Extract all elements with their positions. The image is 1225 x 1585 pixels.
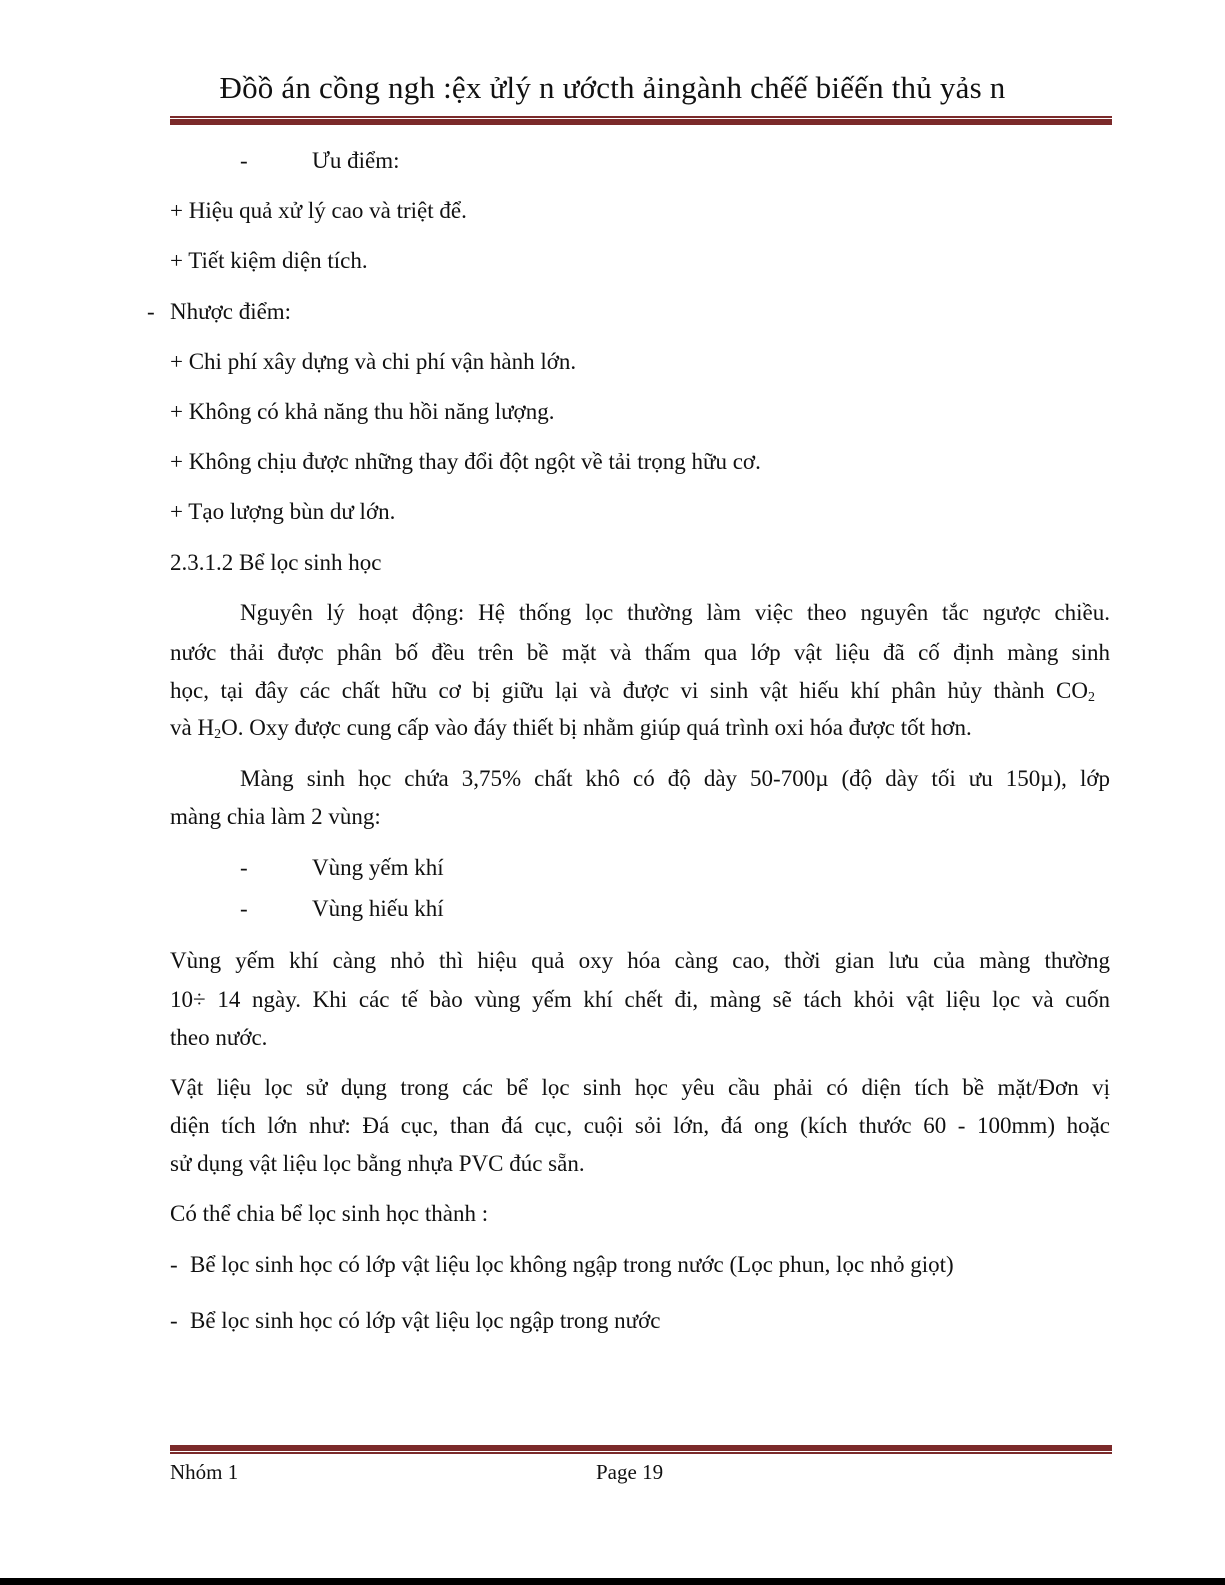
paragraph-3-line-3: theo nước. xyxy=(170,1025,268,1050)
bullet-dash: - xyxy=(147,299,155,324)
footer-rule-thin xyxy=(170,1452,1112,1454)
paragraph-1-line-1: Nguyên lý hoạt động: Hệ thống lọc thường làm việc theo nguyên tắc ngược chiều. xyxy=(240,600,1110,625)
paragraph-3-line-1: Vùng yếm khí càng nhỏ thì hiệu quả oxy hóa càng cao, thời gian lưu của màng thường xyxy=(170,948,1110,973)
advantage-line-1: + Hiệu quả xử lý cao và triệt để. xyxy=(170,198,467,223)
bottom-edge-bar xyxy=(0,1578,1225,1585)
advantages-label: Ưu điểm: xyxy=(312,148,400,173)
footer-rule-thick xyxy=(170,1445,1112,1451)
paragraph-1-line-3-text: học, tại đây các chất hữu cơ bị giữu lại và được vi sinh vật hiếu khí phân hủy thành CO xyxy=(170,678,1088,703)
disadvantages-label: Nhược điểm: xyxy=(170,299,292,324)
bullet-dash: - xyxy=(170,1308,178,1333)
header-rule-thin xyxy=(170,116,1112,118)
zone-2-label: Vùng hiếu khí xyxy=(312,896,444,921)
paragraph-4-line-3: sử dụng vật liệu lọc bằng nhựa PVC đúc sẵn. xyxy=(170,1151,585,1176)
disadvantage-line-3: + Không chịu được những thay đổi đột ngột về tải trọng hữu cơ. xyxy=(170,449,761,474)
paragraph-2-line-1: Màng sinh học chứa 3,75% chất khô có độ dày 50-700µ (độ dày tối ưu 150µ), lớp xyxy=(240,766,1110,791)
bullet-dash: - xyxy=(240,896,248,921)
bullet-dash: - xyxy=(240,855,248,880)
footer-page-number: Page 19 xyxy=(596,1460,664,1484)
filter-type-item-1 xyxy=(170,1250,1110,1280)
paragraph-1-line-4-b: O. Oxy được cung cấp vào đáy thiết bị nhằm giúp quá trình oxi hóa được tốt hơn. xyxy=(221,715,972,740)
filter-type-1-label: Bể lọc sinh học có lớp vật liệu lọc không ngập trong nước (Lọc phun, lọc nhỏ giọt) xyxy=(190,1252,954,1277)
disadvantage-line-2: + Không có khả năng thu hồi năng lượng. xyxy=(170,399,555,424)
subscript-2: 2 xyxy=(1088,690,1095,705)
paragraph-4-line-1: Vật liệu lọc sử dụng trong các bể lọc sinh học yêu cầu phải có diện tích bề mặt/Đơn vị xyxy=(170,1075,1110,1100)
bullet-dash: - xyxy=(240,148,248,173)
paragraph-1-line-4-a: và H xyxy=(170,715,215,740)
filter-type-2-label: Bể lọc sinh học có lớp vật liệu lọc ngập trong nước xyxy=(190,1308,661,1333)
footer-group: Nhóm 1 xyxy=(170,1460,239,1484)
bullet-dash: - xyxy=(170,1252,178,1277)
paragraph-4-line-2: diện tích lớn như: Đá cục, than đá cục, cuội sỏi lớn, đá ong (kích thước 60 - 100mm) hoặc xyxy=(170,1113,1110,1138)
disadvantages-item xyxy=(147,297,1087,327)
zone-1-label: Vùng yếm khí xyxy=(312,855,444,880)
header-rule-thick xyxy=(170,119,1112,125)
paragraph-1-line-4 xyxy=(170,713,1110,750)
paragraph-1-line-2: nước thải được phân bố đều trên bề mặt và thấm qua lớp vật liệu đã cố định màng sinh xyxy=(170,640,1110,665)
subscript-2: 2 xyxy=(214,727,222,742)
disadvantage-line-4: + Tạo lượng bùn dư lớn. xyxy=(170,499,396,524)
paragraph-1-line-3 xyxy=(170,676,1110,713)
advantage-line-2: + Tiết kiệm diện tích. xyxy=(170,248,368,273)
paragraph-2-line-2: màng chia làm 2 vùng: xyxy=(170,804,381,829)
filter-type-item-2 xyxy=(170,1306,1110,1336)
header-title: Đồồ án cồng ngh :ệx ửlý n ướcth ảingành chếế biếến thủ yảs n xyxy=(219,70,1006,105)
paragraph-5: Có thể chia bể lọc sinh học thành : xyxy=(170,1201,489,1226)
section-heading: 2.3.1.2 Bể lọc sinh học xyxy=(170,550,382,575)
paragraph-3-line-2: 10÷ 14 ngày. Khi các tế bào vùng yếm khí chết đi, màng sẽ tách khỏi vật liệu lọc và cuốn xyxy=(170,987,1110,1012)
disadvantage-line-1: + Chi phí xây dựng và chi phí vận hành lớn. xyxy=(170,349,577,374)
